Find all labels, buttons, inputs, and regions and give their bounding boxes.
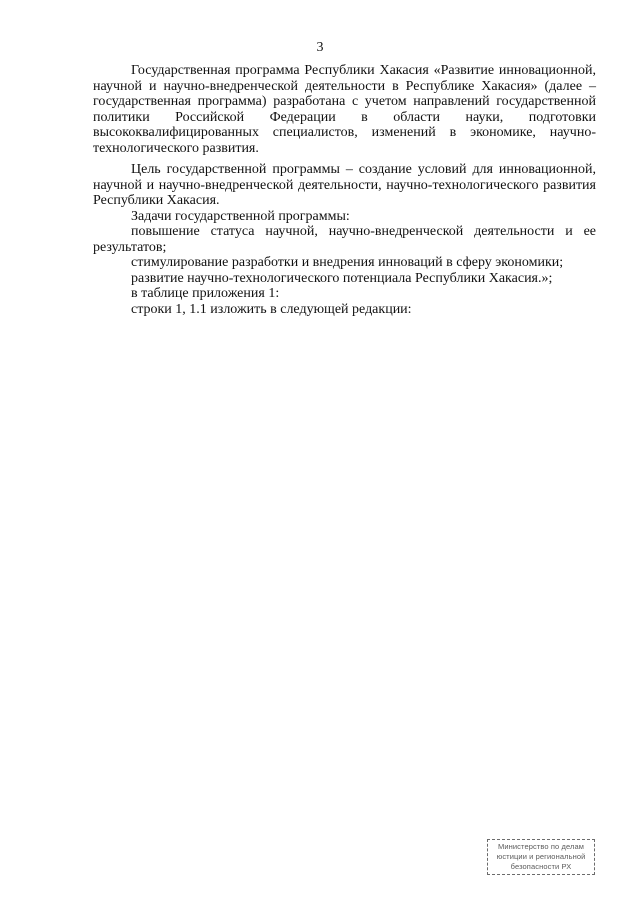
ministry-stamp: [487, 839, 595, 875]
paragraph-table-reference: в таблице приложения 1:: [131, 286, 280, 301]
paragraph-program-goal: Цель государственной программы – создание условий для инновационной, научной и научно-внедренческой деятельности, научно-технологического развития Республики Хакасия.: [93, 162, 596, 208]
paragraph-rows-edit: строки 1, 1.1 изложить в следующей редакции:: [131, 301, 412, 317]
stamp-line-1: Министерство по делам: [498, 842, 584, 851]
paragraph-tasks-heading: Задачи государственной программы:: [131, 208, 350, 224]
paragraph-task-2: стимулирование разработки и внедрения инноваций в сферу экономики;: [131, 255, 564, 270]
paragraph-task-3: развитие научно-технологического потенциала Республики Хакасия.»;: [131, 270, 553, 286]
stamp-line-3: безопасности РХ: [510, 862, 572, 871]
document-body: [93, 63, 596, 317]
stamp-line-2: юстиции и региональной: [496, 852, 586, 861]
page-number: 3: [316, 40, 324, 55]
paragraph-program-description: Государственная программа Республики Хакасия «Развитие инновационной, научной и научно-внедренческой деятельности в Республике Хакасия» (далее – государственная программа) разработана с учетом направлений государственной политики Российской Федерации в области науки, подготовки высококвалифицированных специалистов, изменений в экономике, научно-технологического развития.: [93, 63, 596, 156]
paragraph-task-1: повышение статуса научной, научно-внедренческой деятельности и ее результатов;: [93, 224, 596, 255]
